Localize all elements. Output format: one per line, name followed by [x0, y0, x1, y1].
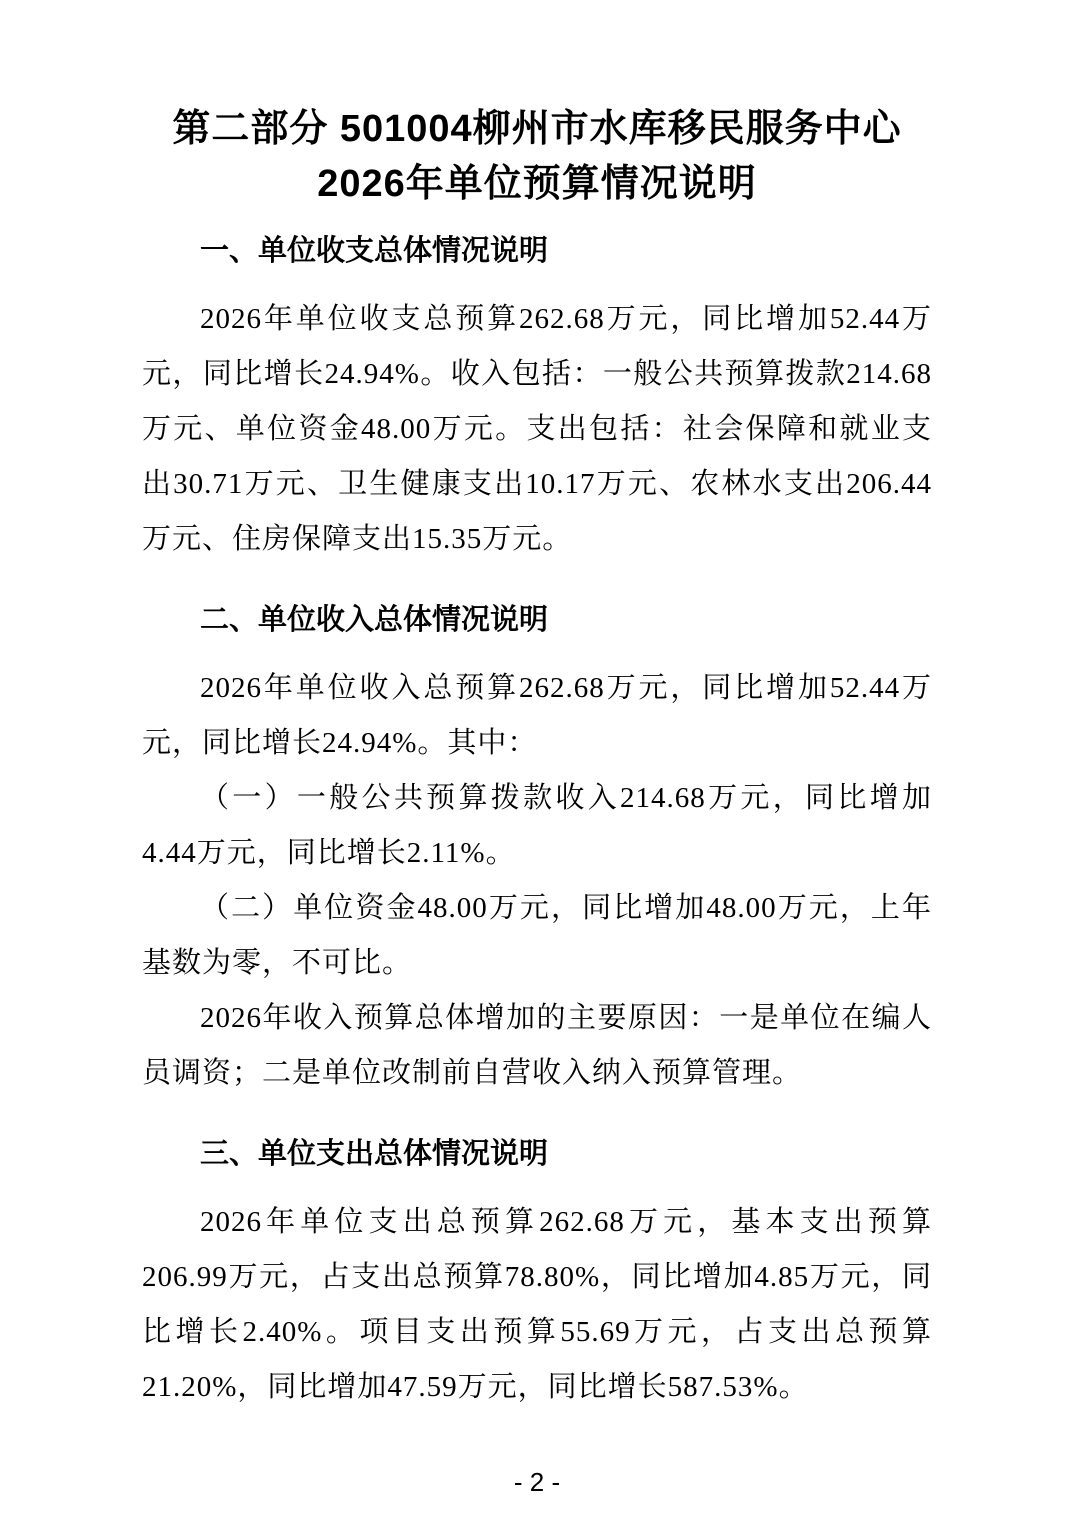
- page-number: - 2 -: [513, 1467, 561, 1497]
- document-title-line2: 2026年单位预算情况说明: [317, 163, 757, 205]
- document-title-line1: 第二部分 501004柳州市水库移民服务中心: [172, 108, 902, 150]
- paragraph-income-item-1: （一）一般公共预算拨款收入214.68万元，同比增加4.44万元，同比增长2.11%。: [142, 782, 932, 869]
- paragraph-income-item-2: （二）单位资金48.00万元，同比增加48.00万元，上年基数为零，不可比。: [142, 892, 932, 979]
- paragraph-expenditure-total: 2026年单位支出总预算262.68万元，基本支出预算206.99万元，占支出总预算78.80%，同比增加4.85万元，同比增长2.40%。项目支出预算55.69万元，占支出总预算21.20%，同比增加47.59万元，同比增长587.53%。: [142, 1206, 932, 1403]
- paragraph-income-total: 2026年单位收入总预算262.68万元，同比增加52.44万元，同比增长24.94%。其中：: [142, 672, 932, 759]
- section-heading-expenditure-overview: 三、单位支出总体情况说明: [200, 1138, 549, 1170]
- section-heading-income-expenditure-overview: 一、单位收支总体情况说明: [200, 235, 549, 267]
- paragraph-total-budget-overview: 2026年单位收支总预算262.68万元，同比增加52.44万元，同比增长24.94%。收入包括：一般公共预算拨款214.68万元、单位资金48.00万元。支出包括：社会保障和就业支出30.71万元、卫生健康支出10.17万元、农林水支出206.44万元、住房保障支出15.35万元。: [142, 303, 932, 555]
- paragraph-income-increase-reasons: 2026年收入预算总体增加的主要原因：一是单位在编人员调资；二是单位改制前自营收入纳入预算管理。: [142, 1002, 932, 1089]
- document-title: [142, 102, 932, 212]
- section-heading-income-overview: 二、单位收入总体情况说明: [200, 604, 549, 636]
